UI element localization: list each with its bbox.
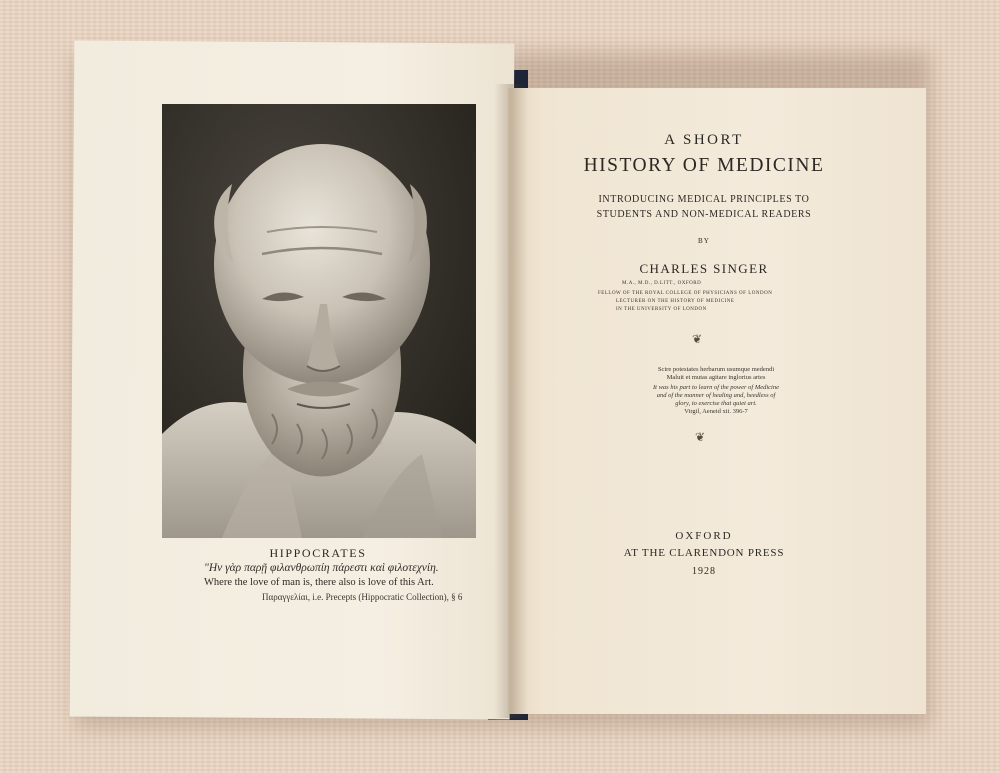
author-name: CHARLES SINGER bbox=[639, 261, 769, 276]
author-credential-degrees: M.A., M.D., D.LITT., OXFORD bbox=[622, 281, 702, 286]
portrait-caption-title: HIPPOCRATES bbox=[269, 546, 367, 560]
portrait-caption-source: Παραγγελίαι, i.e. Precepts (Hippocratic Collection), § 6 bbox=[262, 592, 463, 602]
author-credential-university: IN THE UNIVERSITY OF LONDON bbox=[616, 307, 707, 312]
portrait-caption-english-quote: Where the love of man is, there also is love of this Art. bbox=[204, 577, 434, 588]
imprint-place: OXFORD bbox=[675, 530, 733, 542]
by-label: BY bbox=[697, 237, 711, 245]
epigraph-source: Virgil, Aeneid xii. 396-7 bbox=[684, 408, 748, 415]
hippocrates-bust-portrait bbox=[162, 104, 476, 538]
book-title-line2: HISTORY OF MEDICINE bbox=[583, 155, 825, 176]
epigraph-english-line1: It was his part to learn of the power of Medicine bbox=[652, 384, 780, 391]
book-subtitle-line2: STUDENTS AND NON-MEDICAL READERS bbox=[596, 209, 812, 220]
epigraph-english-line2: and of the manner of healing and, heedless of bbox=[656, 392, 776, 399]
author-credential-lecturer: LECTURER ON THE HISTORY OF MEDICINE bbox=[616, 299, 735, 304]
author-credential-fellowship: FELLOW OF THE ROYAL COLLEGE OF PHYSICIANS OF LONDON bbox=[598, 291, 773, 296]
ornament-icon: ❦ bbox=[692, 332, 703, 346]
imprint-press: AT THE CLARENDON PRESS bbox=[623, 547, 785, 559]
epigraph-latin-line2: Maluit et mutas agitare inglorius artes bbox=[666, 374, 766, 381]
epigraph-english-line3: glory, to exercise that quiet art. bbox=[675, 400, 757, 407]
book-subtitle-line1: INTRODUCING MEDICAL PRINCIPLES TO bbox=[598, 194, 810, 205]
book-title-line1: A SHORT bbox=[664, 132, 744, 148]
epigraph-latin-line1: Scire potestates herbarum usumque medendi bbox=[657, 366, 775, 373]
book-gutter bbox=[494, 84, 528, 718]
imprint-year: 1928 bbox=[692, 566, 716, 577]
portrait-caption-greek-quote: "Ην γὰρ παρῇ φιλανθρωπίη πάρεστι καὶ φιλοτεχνίη. bbox=[204, 562, 439, 574]
ornament-icon: ❦ bbox=[695, 430, 706, 444]
